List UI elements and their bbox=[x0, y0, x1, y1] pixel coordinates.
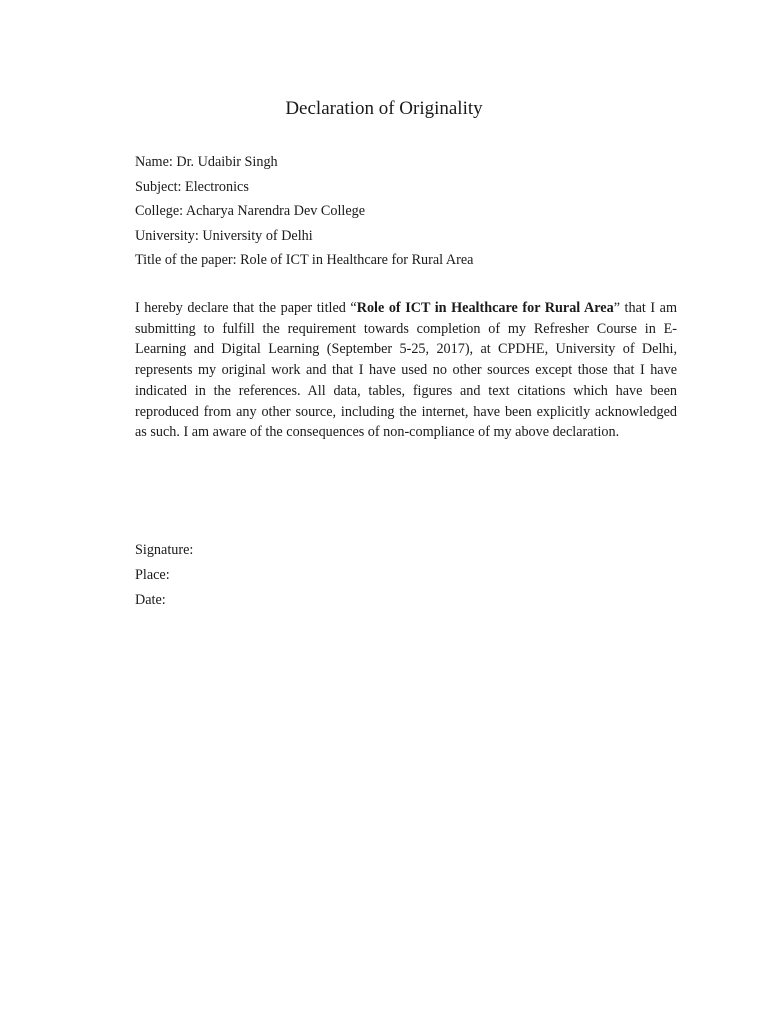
declaration-paper-title: Role of ICT in Healthcare for Rural Area bbox=[356, 300, 614, 316]
signature-block bbox=[135, 538, 535, 613]
page-title: Declaration of Originality bbox=[285, 98, 483, 119]
paper-title-line: Title of the paper: Role of ICT in Healthcare for Rural Area bbox=[135, 252, 474, 268]
place-label: Place: bbox=[135, 567, 170, 583]
name-line: Name: Dr. Udaibir Singh bbox=[135, 154, 278, 170]
author-details bbox=[135, 150, 680, 273]
university-line: University: University of Delhi bbox=[135, 227, 313, 244]
declaration-text-start: I hereby declare that the paper titled “ bbox=[135, 300, 357, 316]
date-label: Date: bbox=[135, 592, 166, 608]
declaration-text-end: ” that I am submitting to fulfill the requirement towards completion of my Refresher Course in E-Learning and Digital Learning (September 5-25, 2017), at CPDHE, University of Delhi, represents my original work and that I have used no other sources except those that I have indicated in the references. All data, tables, figures and text citations which have been reproduced from any other source, including the internet, have been explicitly acknowledged as such. I am aware of the consequences of non-compliance of my above declaration. bbox=[135, 300, 677, 441]
signature-label: Signature: bbox=[135, 542, 194, 558]
subject-line: Subject: Electronics bbox=[135, 178, 249, 195]
declaration-paragraph bbox=[135, 298, 677, 443]
college-line: College: Acharya Narendra Dev College bbox=[135, 203, 366, 219]
